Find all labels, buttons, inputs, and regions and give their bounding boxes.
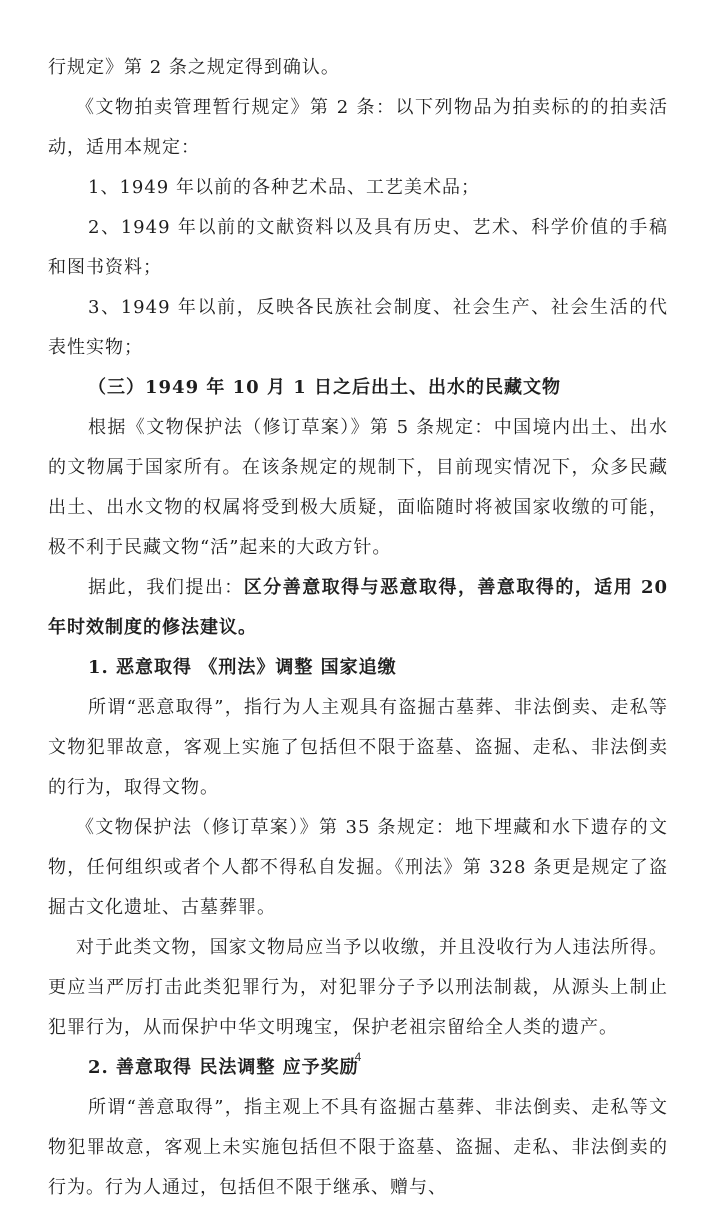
- section-heading-3: （三）1949 年 10 月 1 日之后出土、出水的民藏文物: [88, 377, 562, 398]
- paragraph-article-35: 《文物保护法（修订草案）》第 35 条规定：地下埋藏和水下遗存的文物，任何组织或者个人都不得私自发掘。《刑法》第 328 条更是规定了盗掘古文化遗址、古墓葬罪。: [48, 817, 668, 918]
- paragraph-proposal: [48, 568, 668, 648]
- paragraph-state-confiscation: 对于此类文物，国家文物局应当予以收缴，并且没收行为人违法所得。更应当严厉打击此类犯罪行为，对犯罪分子予以刑法制裁，从源头上制止犯罪行为，从而保护中华文明瑰宝，保护老祖宗留给全人类的遗产。: [48, 937, 668, 1038]
- subheading-malicious-acquisition: 1. 恶意取得 《刑法》调整 国家追缴: [88, 657, 397, 678]
- list-item-1: 1、1949 年以前的各种艺术品、工艺美术品；: [88, 177, 480, 198]
- paragraph-regulation-article-2: 《文物拍卖管理暂行规定》第 2 条：以下列物品为拍卖标的的拍卖活动，适用本规定：: [48, 97, 668, 158]
- paragraph-article-5: 根据《文物保护法（修订草案）》第 5 条规定：中国境内出土、出水的文物属于国家所有。在该条规定的规制下，目前现实情况下，众多民藏出土、出水文物的权属将受到极大质疑，面临随时将被国家收缴的可能，极不利于民藏文物“活”起来的大政方针。: [48, 417, 668, 558]
- paragraph-good-faith-definition: 所谓“善意取得”，指主观上不具有盗掘古墓葬、非法倒卖、走私等文物犯罪故意，客观上未实施包括但不限于盗墓、盗掘、走私、非法倒卖的行为。行为人通过，包括但不限于继承、赠与、: [48, 1097, 668, 1198]
- page-number: 4: [354, 1050, 362, 1064]
- paragraph-continuation: 行规定》第 2 条之规定得到确认。: [48, 57, 340, 78]
- document-body: [48, 48, 668, 1208]
- proposal-lead-text: 据此，我们提出：: [88, 577, 244, 598]
- paragraph-malicious-definition: 所谓“恶意取得”，指行为人主观具有盗掘古墓葬、非法倒卖、走私等文物犯罪故意，客观上实施了包括但不限于盗墓、盗掘、走私、非法倒卖的行为，取得文物。: [48, 697, 668, 798]
- proposal-bold-text: 区分善意取得与恶意取得，善意取得的，适用 20 年时效制度的修法建议。: [48, 577, 668, 638]
- list-item-3: 3、1949 年以前，反映各民族社会制度、社会生产、社会生活的代表性实物；: [48, 297, 668, 358]
- list-item-2: 2、1949 年以前的文献资料以及具有历史、艺术、科学价值的手稿和图书资料；: [48, 217, 668, 278]
- subheading-good-faith-acquisition: 2. 善意取得 民法调整 应予奖励: [88, 1057, 359, 1078]
